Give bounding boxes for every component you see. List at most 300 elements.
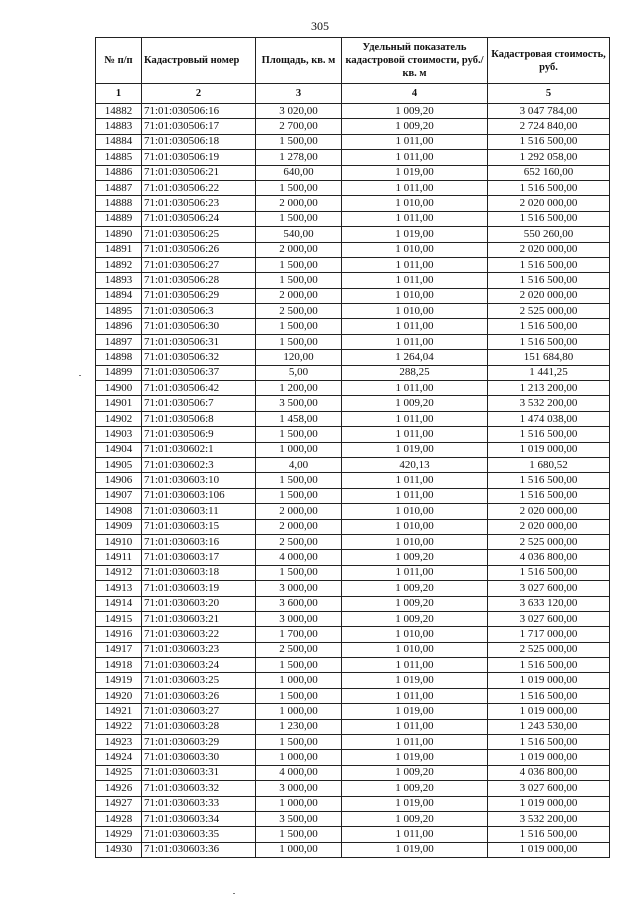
specific-value-cell: 1 011,00	[342, 735, 488, 750]
table-row	[96, 504, 610, 519]
cadastral-number-cell: 71:01:030506:21	[142, 165, 256, 180]
area-cell: 2 500,00	[256, 304, 342, 319]
row-number-cell: 14927	[96, 796, 142, 811]
table-row	[96, 457, 610, 472]
cadastral-number-cell: 71:01:030603:10	[142, 473, 256, 488]
area-cell: 3 500,00	[256, 811, 342, 826]
specific-value-cell: 1 010,00	[342, 627, 488, 642]
cadastral-value-cell: 1 516 500,00	[488, 488, 610, 503]
cadastral-number-cell: 71:01:030602:3	[142, 457, 256, 472]
header-row-number: № п/п	[96, 38, 142, 84]
cadastral-number-cell: 71:01:030603:106	[142, 488, 256, 503]
area-cell: 4 000,00	[256, 550, 342, 565]
row-number-cell: 14907	[96, 488, 142, 503]
table-row	[96, 334, 610, 349]
table-row	[96, 781, 610, 796]
table-row	[96, 427, 610, 442]
row-number-cell: 14926	[96, 781, 142, 796]
specific-value-cell: 1 019,00	[342, 842, 488, 857]
area-cell: 1 458,00	[256, 411, 342, 426]
table-row	[96, 596, 610, 611]
area-cell: 2 500,00	[256, 534, 342, 549]
cadastral-number-cell: 71:01:030603:36	[142, 842, 256, 857]
area-cell: 3 020,00	[256, 104, 342, 119]
cadastral-value-cell: 3 047 784,00	[488, 104, 610, 119]
specific-value-cell: 1 010,00	[342, 519, 488, 534]
row-number-cell: 14888	[96, 196, 142, 211]
cadastral-value-cell: 1 516 500,00	[488, 334, 610, 349]
specific-value-cell: 1 010,00	[342, 642, 488, 657]
cadastral-number-cell: 71:01:030506:27	[142, 257, 256, 272]
table-row	[96, 165, 610, 180]
area-cell: 1 000,00	[256, 796, 342, 811]
cadastral-value-cell: 1 516 500,00	[488, 273, 610, 288]
row-number-cell: 14898	[96, 350, 142, 365]
row-number-cell: 14895	[96, 304, 142, 319]
cadastral-number-cell: 71:01:030506:3	[142, 304, 256, 319]
table-row	[96, 627, 610, 642]
cadastral-number-cell: 71:01:030603:18	[142, 565, 256, 580]
cadastral-value-cell: 1 516 500,00	[488, 827, 610, 842]
cadastral-value-cell: 2 020 000,00	[488, 288, 610, 303]
row-number-cell: 14885	[96, 150, 142, 165]
specific-value-cell: 1 010,00	[342, 504, 488, 519]
row-number-cell: 14918	[96, 658, 142, 673]
cadastral-value-cell: 1 243 530,00	[488, 719, 610, 734]
cadastral-number-cell: 71:01:030603:33	[142, 796, 256, 811]
cadastral-value-cell: 1 680,52	[488, 457, 610, 472]
specific-value-cell: 1 009,20	[342, 550, 488, 565]
cadastral-value-cell: 1 516 500,00	[488, 134, 610, 149]
area-cell: 2 000,00	[256, 196, 342, 211]
specific-value-cell: 1 011,00	[342, 827, 488, 842]
specific-value-cell: 1 010,00	[342, 288, 488, 303]
cadastral-number-cell: 71:01:030602:1	[142, 442, 256, 457]
header-cadastral-value: Кадастровая стоимость, руб.	[488, 38, 610, 84]
specific-value-cell: 1 019,00	[342, 165, 488, 180]
table-row	[96, 242, 610, 257]
specific-value-cell: 1 019,00	[342, 227, 488, 242]
table-row	[96, 565, 610, 580]
table-row	[96, 827, 610, 842]
cadastral-number-cell: 71:01:030603:31	[142, 765, 256, 780]
cadastral-value-cell: 2 020 000,00	[488, 519, 610, 534]
area-cell: 1 000,00	[256, 842, 342, 857]
row-number-cell: 14914	[96, 596, 142, 611]
table-row	[96, 396, 610, 411]
cadastral-number-cell: 71:01:030603:22	[142, 627, 256, 642]
area-cell: 4,00	[256, 457, 342, 472]
table-row	[96, 319, 610, 334]
row-number-cell: 14896	[96, 319, 142, 334]
specific-value-cell: 1 019,00	[342, 796, 488, 811]
area-cell: 3 600,00	[256, 596, 342, 611]
specific-value-cell: 1 009,20	[342, 119, 488, 134]
row-number-cell: 14924	[96, 750, 142, 765]
table-row	[96, 581, 610, 596]
area-cell: 3 500,00	[256, 396, 342, 411]
column-number: 1	[96, 84, 142, 104]
cadastral-value-cell: 1 516 500,00	[488, 688, 610, 703]
area-cell: 1 000,00	[256, 750, 342, 765]
cadastral-value-cell: 2 020 000,00	[488, 196, 610, 211]
row-number-cell: 14900	[96, 381, 142, 396]
table-row	[96, 288, 610, 303]
specific-value-cell: 1 009,20	[342, 596, 488, 611]
cadastral-value-cell: 2 525 000,00	[488, 534, 610, 549]
specific-value-cell: 1 019,00	[342, 704, 488, 719]
specific-value-cell: 420,13	[342, 457, 488, 472]
area-cell: 3 000,00	[256, 581, 342, 596]
specific-value-cell: 1 009,20	[342, 104, 488, 119]
header-area: Площадь, кв. м	[256, 38, 342, 84]
area-cell: 1 000,00	[256, 442, 342, 457]
specific-value-cell: 1 010,00	[342, 196, 488, 211]
row-number-cell: 14921	[96, 704, 142, 719]
cadastral-number-cell: 71:01:030603:35	[142, 827, 256, 842]
table-row	[96, 196, 610, 211]
cadastral-value-cell: 2 020 000,00	[488, 504, 610, 519]
cadastral-value-cell: 2 525 000,00	[488, 304, 610, 319]
row-number-cell: 14909	[96, 519, 142, 534]
cadastral-value-cell: 1 516 500,00	[488, 735, 610, 750]
cadastral-value-cell: 1 516 500,00	[488, 565, 610, 580]
row-number-cell: 14883	[96, 119, 142, 134]
specific-value-cell: 1 011,00	[342, 150, 488, 165]
column-number-row	[96, 84, 610, 104]
row-number-cell: 14884	[96, 134, 142, 149]
specific-value-cell: 1 011,00	[342, 134, 488, 149]
area-cell: 120,00	[256, 350, 342, 365]
table-row	[96, 257, 610, 272]
specific-value-cell: 1 010,00	[342, 242, 488, 257]
cadastral-number-cell: 71:01:030506:31	[142, 334, 256, 349]
cadastral-number-cell: 71:01:030506:24	[142, 211, 256, 226]
specific-value-cell: 1 009,20	[342, 611, 488, 626]
header-cadastral-number: Кадастровый номер	[142, 38, 256, 84]
column-number: 2	[142, 84, 256, 104]
cadastral-value-cell: 652 160,00	[488, 165, 610, 180]
cadastral-number-cell: 71:01:030506:8	[142, 411, 256, 426]
cadastral-number-cell: 71:01:030506:29	[142, 288, 256, 303]
table-row	[96, 381, 610, 396]
area-cell: 1 500,00	[256, 565, 342, 580]
area-cell: 3 000,00	[256, 781, 342, 796]
area-cell: 1 500,00	[256, 211, 342, 226]
table-row	[96, 442, 610, 457]
table-row	[96, 273, 610, 288]
specific-value-cell: 1 011,00	[342, 381, 488, 396]
table-body	[96, 104, 610, 858]
cadastral-value-cell: 1 717 000,00	[488, 627, 610, 642]
table-row	[96, 350, 610, 365]
specific-value-cell: 1 011,00	[342, 688, 488, 703]
table-row	[96, 227, 610, 242]
area-cell: 1 700,00	[256, 627, 342, 642]
row-number-cell: 14913	[96, 581, 142, 596]
cadastral-number-cell: 71:01:030506:19	[142, 150, 256, 165]
table-header-row	[96, 38, 610, 84]
cadastral-value-cell: 1 516 500,00	[488, 319, 610, 334]
table-row	[96, 704, 610, 719]
specific-value-cell: 1 011,00	[342, 211, 488, 226]
cadastral-value-cell: 1 019 000,00	[488, 750, 610, 765]
area-cell: 2 000,00	[256, 504, 342, 519]
area-cell: 1 500,00	[256, 488, 342, 503]
table-row	[96, 411, 610, 426]
cadastral-value-cell: 1 516 500,00	[488, 211, 610, 226]
specific-value-cell: 1 264,04	[342, 350, 488, 365]
specific-value-cell: 1 009,20	[342, 781, 488, 796]
specific-value-cell: 1 011,00	[342, 658, 488, 673]
area-cell: 5,00	[256, 365, 342, 380]
cadastral-number-cell: 71:01:030603:30	[142, 750, 256, 765]
cadastral-number-cell: 71:01:030603:27	[142, 704, 256, 719]
area-cell: 640,00	[256, 165, 342, 180]
cadastral-number-cell: 71:01:030506:42	[142, 381, 256, 396]
specific-value-cell: 1 009,20	[342, 811, 488, 826]
header-specific-value: Удельный показатель кадастровой стоимости, руб./кв. м	[342, 38, 488, 84]
area-cell: 2 500,00	[256, 642, 342, 657]
table-row	[96, 842, 610, 857]
cadastral-value-cell: 1 019 000,00	[488, 704, 610, 719]
cadastral-number-cell: 71:01:030603:11	[142, 504, 256, 519]
row-number-cell: 14915	[96, 611, 142, 626]
cadastral-value-cell: 1 019 000,00	[488, 442, 610, 457]
specific-value-cell: 1 019,00	[342, 442, 488, 457]
cadastral-number-cell: 71:01:030506:17	[142, 119, 256, 134]
cadastral-value-cell: 1 441,25	[488, 365, 610, 380]
cadastral-value-cell: 4 036 800,00	[488, 550, 610, 565]
cadastral-number-cell: 71:01:030506:32	[142, 350, 256, 365]
row-number-cell: 14892	[96, 257, 142, 272]
row-number-cell: 14887	[96, 180, 142, 195]
cadastral-value-cell: 1 516 500,00	[488, 473, 610, 488]
column-number: 5	[488, 84, 610, 104]
specific-value-cell: 1 011,00	[342, 257, 488, 272]
row-number-cell: 14899	[96, 365, 142, 380]
area-cell: 1 230,00	[256, 719, 342, 734]
cadastral-number-cell: 71:01:030603:24	[142, 658, 256, 673]
cadastral-value-cell: 2 020 000,00	[488, 242, 610, 257]
row-number-cell: 14889	[96, 211, 142, 226]
row-number-cell: 14928	[96, 811, 142, 826]
cadastral-number-cell: 71:01:030603:16	[142, 534, 256, 549]
row-number-cell: 14894	[96, 288, 142, 303]
cadastral-value-cell: 1 516 500,00	[488, 427, 610, 442]
cadastral-number-cell: 71:01:030506:16	[142, 104, 256, 119]
row-number-cell: 14920	[96, 688, 142, 703]
cadastral-number-cell: 71:01:030603:26	[142, 688, 256, 703]
cadastral-value-cell: 3 027 600,00	[488, 781, 610, 796]
row-number-cell: 14922	[96, 719, 142, 734]
cadastral-value-cell: 1 213 200,00	[488, 381, 610, 396]
row-number-cell: 14912	[96, 565, 142, 580]
cadastral-value-cell: 550 260,00	[488, 227, 610, 242]
cadastral-number-cell: 71:01:030603:15	[142, 519, 256, 534]
column-number: 3	[256, 84, 342, 104]
table-row	[96, 796, 610, 811]
cadastral-value-cell: 3 633 120,00	[488, 596, 610, 611]
cadastral-value-cell: 1 474 038,00	[488, 411, 610, 426]
row-number-cell: 14925	[96, 765, 142, 780]
table-row	[96, 750, 610, 765]
scan-mark	[233, 893, 235, 894]
row-number-cell: 14886	[96, 165, 142, 180]
area-cell: 1 500,00	[256, 427, 342, 442]
specific-value-cell: 1 011,00	[342, 180, 488, 195]
row-number-cell: 14893	[96, 273, 142, 288]
row-number-cell: 14882	[96, 104, 142, 119]
specific-value-cell: 1 010,00	[342, 304, 488, 319]
area-cell: 1 278,00	[256, 150, 342, 165]
area-cell: 1 500,00	[256, 658, 342, 673]
specific-value-cell: 1 011,00	[342, 565, 488, 580]
area-cell: 1 500,00	[256, 735, 342, 750]
cadastral-number-cell: 71:01:030506:7	[142, 396, 256, 411]
cadastral-value-cell: 1 516 500,00	[488, 180, 610, 195]
specific-value-cell: 1 009,20	[342, 581, 488, 596]
cadastral-number-cell: 71:01:030603:29	[142, 735, 256, 750]
row-number-cell: 14905	[96, 457, 142, 472]
specific-value-cell: 1 010,00	[342, 534, 488, 549]
cadastral-number-cell: 71:01:030603:17	[142, 550, 256, 565]
column-number: 4	[342, 84, 488, 104]
area-cell: 1 500,00	[256, 334, 342, 349]
row-number-cell: 14902	[96, 411, 142, 426]
table-row	[96, 304, 610, 319]
table-row	[96, 119, 610, 134]
table-row	[96, 534, 610, 549]
specific-value-cell: 1 011,00	[342, 488, 488, 503]
cadastral-number-cell: 71:01:030603:25	[142, 673, 256, 688]
table-row	[96, 673, 610, 688]
specific-value-cell: 1 009,20	[342, 396, 488, 411]
area-cell: 3 000,00	[256, 611, 342, 626]
cadastral-number-cell: 71:01:030506:30	[142, 319, 256, 334]
area-cell: 1 500,00	[256, 257, 342, 272]
cadastral-number-cell: 71:01:030506:23	[142, 196, 256, 211]
table-row	[96, 688, 610, 703]
area-cell: 1 500,00	[256, 180, 342, 195]
cadastral-value-cell: 1 292 058,00	[488, 150, 610, 165]
row-number-cell: 14930	[96, 842, 142, 857]
row-number-cell: 14897	[96, 334, 142, 349]
area-cell: 1 000,00	[256, 673, 342, 688]
area-cell: 2 000,00	[256, 242, 342, 257]
table-row	[96, 211, 610, 226]
row-number-cell: 14910	[96, 534, 142, 549]
cadastral-number-cell: 71:01:030506:26	[142, 242, 256, 257]
table-row	[96, 365, 610, 380]
specific-value-cell: 1 019,00	[342, 673, 488, 688]
specific-value-cell: 1 011,00	[342, 719, 488, 734]
specific-value-cell: 1 011,00	[342, 427, 488, 442]
area-cell: 1 200,00	[256, 381, 342, 396]
table-row	[96, 765, 610, 780]
area-cell: 1 500,00	[256, 134, 342, 149]
row-number-cell: 14901	[96, 396, 142, 411]
cadastral-value-cell: 1 019 000,00	[488, 673, 610, 688]
area-cell: 1 500,00	[256, 319, 342, 334]
scan-mark	[79, 375, 81, 376]
cadastral-number-cell: 71:01:030603:28	[142, 719, 256, 734]
cadastral-value-table	[95, 37, 610, 858]
area-cell: 2 000,00	[256, 288, 342, 303]
cadastral-value-cell: 1 516 500,00	[488, 658, 610, 673]
row-number-cell: 14890	[96, 227, 142, 242]
area-cell: 1 500,00	[256, 827, 342, 842]
cadastral-number-cell: 71:01:030506:25	[142, 227, 256, 242]
cadastral-number-cell: 71:01:030506:22	[142, 180, 256, 195]
row-number-cell: 14911	[96, 550, 142, 565]
cadastral-number-cell: 71:01:030506:18	[142, 134, 256, 149]
table-row	[96, 134, 610, 149]
row-number-cell: 14891	[96, 242, 142, 257]
cadastral-value-cell: 3 027 600,00	[488, 581, 610, 596]
table-row	[96, 150, 610, 165]
specific-value-cell: 1 011,00	[342, 411, 488, 426]
cadastral-value-cell: 3 027 600,00	[488, 611, 610, 626]
specific-value-cell: 1 011,00	[342, 319, 488, 334]
table-row	[96, 642, 610, 657]
cadastral-value-cell: 4 036 800,00	[488, 765, 610, 780]
table-row	[96, 611, 610, 626]
row-number-cell: 14908	[96, 504, 142, 519]
cadastral-number-cell: 71:01:030603:34	[142, 811, 256, 826]
cadastral-value-cell: 3 532 200,00	[488, 396, 610, 411]
cadastral-number-cell: 71:01:030506:9	[142, 427, 256, 442]
cadastral-number-cell: 71:01:030506:28	[142, 273, 256, 288]
area-cell: 1 500,00	[256, 273, 342, 288]
table-row	[96, 488, 610, 503]
table-row	[96, 811, 610, 826]
specific-value-cell: 1 009,20	[342, 765, 488, 780]
cadastral-number-cell: 71:01:030506:37	[142, 365, 256, 380]
area-cell: 540,00	[256, 227, 342, 242]
specific-value-cell: 1 019,00	[342, 750, 488, 765]
cadastral-value-cell: 1 019 000,00	[488, 796, 610, 811]
row-number-cell: 14903	[96, 427, 142, 442]
table-row	[96, 658, 610, 673]
cadastral-number-cell: 71:01:030603:19	[142, 581, 256, 596]
cadastral-number-cell: 71:01:030603:20	[142, 596, 256, 611]
table-row	[96, 519, 610, 534]
area-cell: 1 500,00	[256, 688, 342, 703]
row-number-cell: 14929	[96, 827, 142, 842]
area-cell: 2 000,00	[256, 519, 342, 534]
row-number-cell: 14923	[96, 735, 142, 750]
table-row	[96, 550, 610, 565]
table-row	[96, 735, 610, 750]
row-number-cell: 14906	[96, 473, 142, 488]
table-row	[96, 180, 610, 195]
cadastral-number-cell: 71:01:030603:21	[142, 611, 256, 626]
area-cell: 1 500,00	[256, 473, 342, 488]
cadastral-value-cell: 2 724 840,00	[488, 119, 610, 134]
specific-value-cell: 288,25	[342, 365, 488, 380]
cadastral-value-cell: 1 019 000,00	[488, 842, 610, 857]
row-number-cell: 14919	[96, 673, 142, 688]
row-number-cell: 14917	[96, 642, 142, 657]
page-number: 305	[311, 19, 329, 33]
row-number-cell: 14904	[96, 442, 142, 457]
cadastral-value-cell: 3 532 200,00	[488, 811, 610, 826]
row-number-cell: 14916	[96, 627, 142, 642]
table-row	[96, 473, 610, 488]
specific-value-cell: 1 011,00	[342, 473, 488, 488]
table-row	[96, 104, 610, 119]
